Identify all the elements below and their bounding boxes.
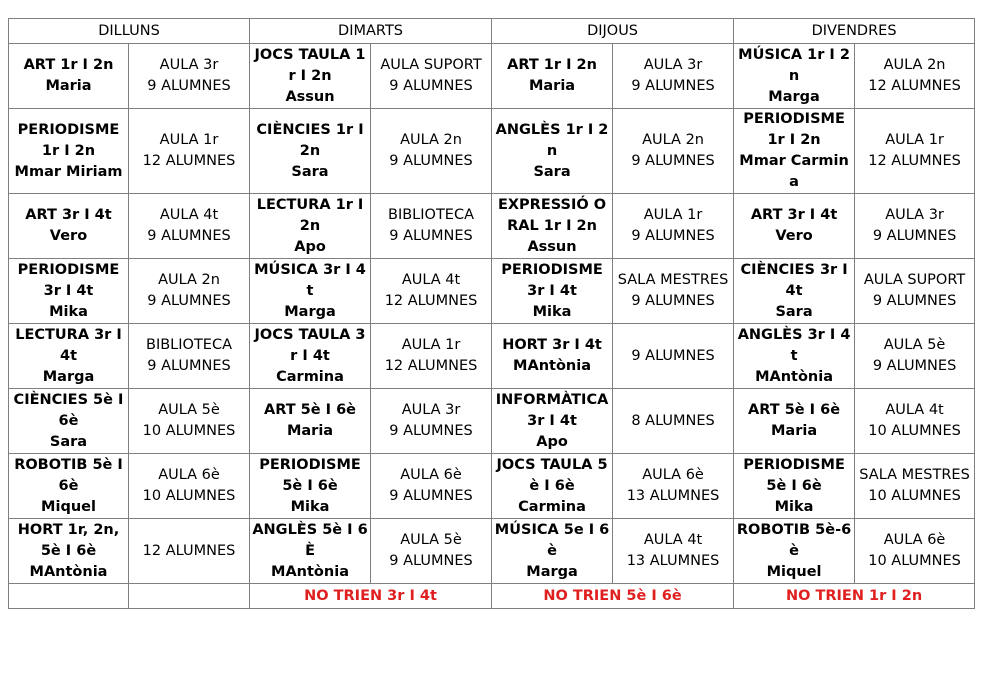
activity-name: ANGLÈS 5è I 6È — [252, 521, 368, 559]
student-count: 13 ALUMNES — [626, 488, 720, 504]
activity-cell — [734, 454, 855, 519]
room-name: BIBLIOTECA — [388, 207, 475, 223]
activity-name: PERIODISME 1r I 2n — [17, 121, 120, 159]
room-cell — [129, 324, 250, 389]
room-cell — [613, 109, 734, 194]
activity-name: ROBOTIB 5è-6è — [736, 521, 852, 559]
teacher-name: Sara — [49, 433, 88, 450]
teacher-name: Marga — [526, 563, 578, 580]
teacher-name: Maria — [770, 423, 818, 439]
teacher-name: Maria — [528, 78, 576, 94]
schedule-row — [9, 194, 975, 259]
student-count: 12 ALUMNES — [868, 78, 961, 94]
room-name: AULA 4t — [401, 272, 461, 288]
teacher-name: MAntònia — [755, 368, 834, 385]
room-name: AULA 1r — [401, 337, 461, 353]
student-count: 9 ALUMNES — [631, 78, 715, 94]
student-count: 9 ALUMNES — [631, 228, 715, 244]
activity-name: JOCS TAULA 3r I 4t — [254, 326, 366, 364]
room-name: AULA 5è — [158, 402, 220, 418]
activity-cell — [492, 324, 613, 389]
student-count: 9 ALUMNES — [872, 293, 957, 309]
activity-cell — [250, 454, 371, 519]
room-cell — [855, 324, 975, 389]
schedule-row — [9, 454, 975, 519]
student-count: 9 ALUMNES — [872, 228, 957, 244]
room-name: AULA SUPORT — [863, 272, 966, 288]
activity-name: ART 5è I 6è — [748, 402, 841, 418]
teacher-name: Sara — [291, 163, 329, 180]
activity-name: HORT 3r I 4t — [502, 337, 602, 353]
student-count: 9 ALUMNES — [147, 358, 231, 374]
student-count: 10 ALUMNES — [868, 488, 961, 504]
teacher-name: Maria — [45, 78, 92, 94]
schedule-body — [9, 44, 975, 609]
activity-name: ANGLÈS 1r I 2n — [495, 121, 609, 159]
schedule-row — [9, 324, 975, 389]
teacher-name: Apo — [536, 433, 568, 450]
room-name: AULA 1r — [643, 207, 703, 223]
room-name: AULA 5è — [883, 337, 946, 353]
student-count: 9 ALUMNES — [389, 553, 473, 569]
room-cell — [613, 259, 734, 324]
student-count: 10 ALUMNES — [142, 488, 236, 504]
room-cell — [129, 44, 250, 109]
room-cell — [855, 194, 975, 259]
room-cell — [129, 109, 250, 194]
room-name: BIBLIOTECA — [146, 337, 233, 353]
teacher-name: Mika — [774, 498, 814, 515]
room-name: AULA 4t — [643, 532, 703, 548]
activity-cell — [734, 389, 855, 454]
student-count: 9 ALUMNES — [389, 488, 473, 504]
teacher-name: Marga — [284, 303, 336, 320]
teacher-name: Assun — [285, 88, 335, 105]
activity-cell — [250, 324, 371, 389]
room-cell — [129, 389, 250, 454]
activity-cell — [250, 109, 371, 194]
activity-cell — [9, 454, 129, 519]
teacher-name: Vero — [49, 228, 88, 244]
student-count: 9 ALUMNES — [147, 228, 231, 244]
teacher-name: MAntònia — [29, 563, 108, 580]
room-name: SALA MESTRES — [859, 467, 970, 483]
teacher-name: Carmina — [276, 368, 344, 385]
activity-name: CIÈNCIES 3r I 4t — [740, 261, 848, 299]
student-count: 12 ALUMNES — [384, 358, 478, 374]
footer-row — [9, 584, 975, 609]
activity-name: JOCS TAULA 5è I 6è — [496, 456, 608, 494]
activity-cell — [492, 109, 613, 194]
activity-name: INFORMÀTICA 3r I 4t — [495, 391, 609, 429]
room-name: AULA 3r — [401, 402, 461, 418]
activity-name: PERIODISME 5è I 6è — [259, 456, 361, 494]
activity-name: ART 1r I 2n — [507, 57, 597, 73]
student-count: 9 ALUMNES — [147, 78, 231, 94]
day-header: DIVENDRES — [734, 19, 975, 44]
room-name: AULA 4t — [159, 207, 219, 223]
student-count: 12 ALUMNES — [384, 293, 478, 309]
student-count: 12 ALUMNES — [142, 542, 236, 559]
activity-cell — [734, 259, 855, 324]
room-name: AULA 2n — [400, 132, 462, 148]
activity-cell — [492, 454, 613, 519]
activity-name: HORT 1r, 2n, 5è I 6è — [17, 521, 120, 559]
activity-name: PERIODISME 3r I 4t — [501, 261, 603, 299]
room-cell — [371, 454, 492, 519]
student-count: 10 ALUMNES — [868, 553, 961, 569]
day-header-row — [9, 19, 975, 44]
room-cell — [371, 44, 492, 109]
schedule-row — [9, 519, 975, 584]
activity-name: ROBOTIB 5è I 6è — [14, 456, 123, 494]
room-name: SALA MESTRES — [617, 272, 729, 288]
activity-cell — [734, 44, 855, 109]
teacher-name: Assun — [527, 238, 577, 255]
activity-cell — [9, 44, 129, 109]
room-cell — [371, 109, 492, 194]
activity-cell — [734, 519, 855, 584]
exclusion-note: NO TRIEN 1r I 2n — [734, 584, 975, 609]
activity-cell — [492, 44, 613, 109]
activity-cell — [250, 259, 371, 324]
student-count: 9 ALUMNES — [389, 423, 473, 439]
teacher-name: Mmar Carmina — [739, 153, 849, 190]
activity-cell — [492, 194, 613, 259]
activity-name: PERIODISME 1r I 2n — [743, 111, 845, 148]
student-count: 9 ALUMNES — [389, 228, 473, 244]
teacher-name: Marga — [768, 88, 820, 105]
teacher-name: Marga — [42, 368, 95, 385]
teacher-name: Miquel — [41, 498, 96, 515]
teacher-name: Carmina — [518, 498, 586, 515]
room-name: AULA 1r — [159, 132, 219, 148]
activity-name: MÚSICA 3r I 4t — [254, 261, 366, 299]
activity-cell — [492, 389, 613, 454]
activity-name: PERIODISME 3r I 4t — [17, 261, 120, 299]
room-cell — [855, 109, 975, 194]
room-cell — [129, 519, 250, 584]
schedule-row — [9, 259, 975, 324]
room-name: AULA 6è — [883, 532, 946, 548]
teacher-name: Mmar Miriam — [14, 163, 123, 180]
exclusion-note: NO TRIEN 5è I 6è — [492, 584, 734, 609]
room-cell — [371, 259, 492, 324]
student-count: 13 ALUMNES — [626, 553, 720, 569]
activity-name: MÚSICA 5e I 6è — [494, 521, 610, 559]
student-count: 9 ALUMNES — [147, 293, 231, 309]
teacher-name: Mika — [290, 498, 330, 515]
student-count: 12 ALUMNES — [142, 153, 236, 169]
teacher-name: Apo — [294, 238, 326, 255]
activity-cell — [9, 519, 129, 584]
empty-cell — [9, 584, 129, 609]
schedule-row — [9, 109, 975, 194]
activity-cell — [9, 194, 129, 259]
exclusion-note: NO TRIEN 3r I 4t — [250, 584, 492, 609]
teacher-name: Mika — [49, 303, 88, 320]
room-name: AULA 1r — [885, 132, 944, 148]
student-count: 9 ALUMNES — [389, 78, 473, 94]
teacher-name: MAntònia — [513, 358, 591, 374]
activity-name: EXPRESSIÓ ORAL 1r I 2n — [497, 196, 607, 234]
activity-name: ART 1r I 2n — [23, 57, 114, 73]
activity-name: MÚSICA 1r I 2n — [738, 46, 850, 84]
room-cell — [855, 389, 975, 454]
student-count: 10 ALUMNES — [142, 423, 236, 439]
room-cell — [371, 519, 492, 584]
activity-cell — [734, 324, 855, 389]
room-cell — [129, 194, 250, 259]
teacher-name: Maria — [286, 423, 334, 439]
empty-cell — [129, 584, 250, 609]
room-name: AULA 3r — [159, 57, 219, 73]
activity-name: LECTURA 1r I 2n — [256, 196, 364, 234]
activity-name: ART 3r I 4t — [750, 207, 838, 223]
student-count: 9 ALUMNES — [631, 153, 715, 169]
room-cell — [371, 324, 492, 389]
activity-cell — [250, 194, 371, 259]
room-name: AULA 6è — [158, 467, 220, 483]
room-name: AULA SUPORT — [380, 57, 482, 73]
day-header: DIMARTS — [250, 19, 492, 44]
activity-cell — [250, 389, 371, 454]
room-cell — [855, 519, 975, 584]
activity-name: ANGLÈS 3r I 4t — [737, 326, 851, 364]
room-name: AULA 3r — [643, 57, 703, 73]
teacher-name: MAntònia — [271, 563, 349, 580]
activity-cell — [9, 389, 129, 454]
schedule-table — [8, 18, 975, 609]
activity-cell — [9, 259, 129, 324]
teacher-name: Sara — [533, 163, 571, 180]
activity-name: CIÈNCIES 1r I 2n — [256, 121, 364, 159]
activity-cell — [492, 519, 613, 584]
room-cell — [129, 259, 250, 324]
activity-cell — [9, 109, 129, 194]
room-cell — [613, 389, 734, 454]
activity-name: ART 5è I 6è — [264, 402, 357, 418]
room-name: AULA 2n — [883, 57, 946, 73]
activity-cell — [250, 44, 371, 109]
room-cell — [371, 389, 492, 454]
activity-cell — [734, 194, 855, 259]
student-count: 10 ALUMNES — [868, 423, 961, 439]
teacher-name: Miquel — [766, 563, 822, 580]
teacher-name: Sara — [775, 303, 813, 320]
room-cell — [855, 259, 975, 324]
student-count: 9 ALUMNES — [631, 293, 715, 309]
activity-name: CIÈNCIES 5è I 6è — [13, 391, 124, 429]
student-count: 12 ALUMNES — [868, 153, 961, 169]
student-count: 9 ALUMNES — [872, 358, 957, 374]
room-name: AULA 2n — [158, 272, 220, 288]
room-cell — [855, 44, 975, 109]
activity-name: ART 3r I 4t — [25, 207, 112, 223]
activity-cell — [250, 519, 371, 584]
activity-cell — [492, 259, 613, 324]
activity-cell — [734, 109, 855, 194]
student-count: 9 ALUMNES — [389, 153, 473, 169]
teacher-name: Mika — [532, 303, 572, 320]
room-name: AULA 5è — [400, 532, 462, 548]
teacher-name: Vero — [775, 228, 813, 244]
room-cell — [613, 454, 734, 519]
activity-cell — [9, 324, 129, 389]
activity-name: LECTURA 3r I 4t — [15, 326, 122, 364]
activity-name: JOCS TAULA 1r I 2n — [254, 46, 366, 84]
room-cell — [371, 194, 492, 259]
room-cell — [613, 519, 734, 584]
day-header: DILLUNS — [9, 19, 250, 44]
room-cell — [613, 194, 734, 259]
room-name: AULA 6è — [642, 467, 704, 483]
room-cell — [855, 454, 975, 519]
room-cell — [613, 44, 734, 109]
room-name: AULA 2n — [642, 132, 704, 148]
student-count: 8 ALUMNES — [631, 412, 715, 429]
room-name: AULA 6è — [400, 467, 462, 483]
room-cell — [129, 454, 250, 519]
schedule-row — [9, 44, 975, 109]
room-cell — [613, 324, 734, 389]
room-name: AULA 3r — [885, 207, 944, 223]
room-name: AULA 4t — [885, 402, 944, 418]
day-header: DIJOUS — [492, 19, 734, 44]
student-count: 9 ALUMNES — [631, 347, 715, 364]
schedule-row — [9, 389, 975, 454]
activity-name: PERIODISME 5è I 6è — [743, 456, 845, 494]
